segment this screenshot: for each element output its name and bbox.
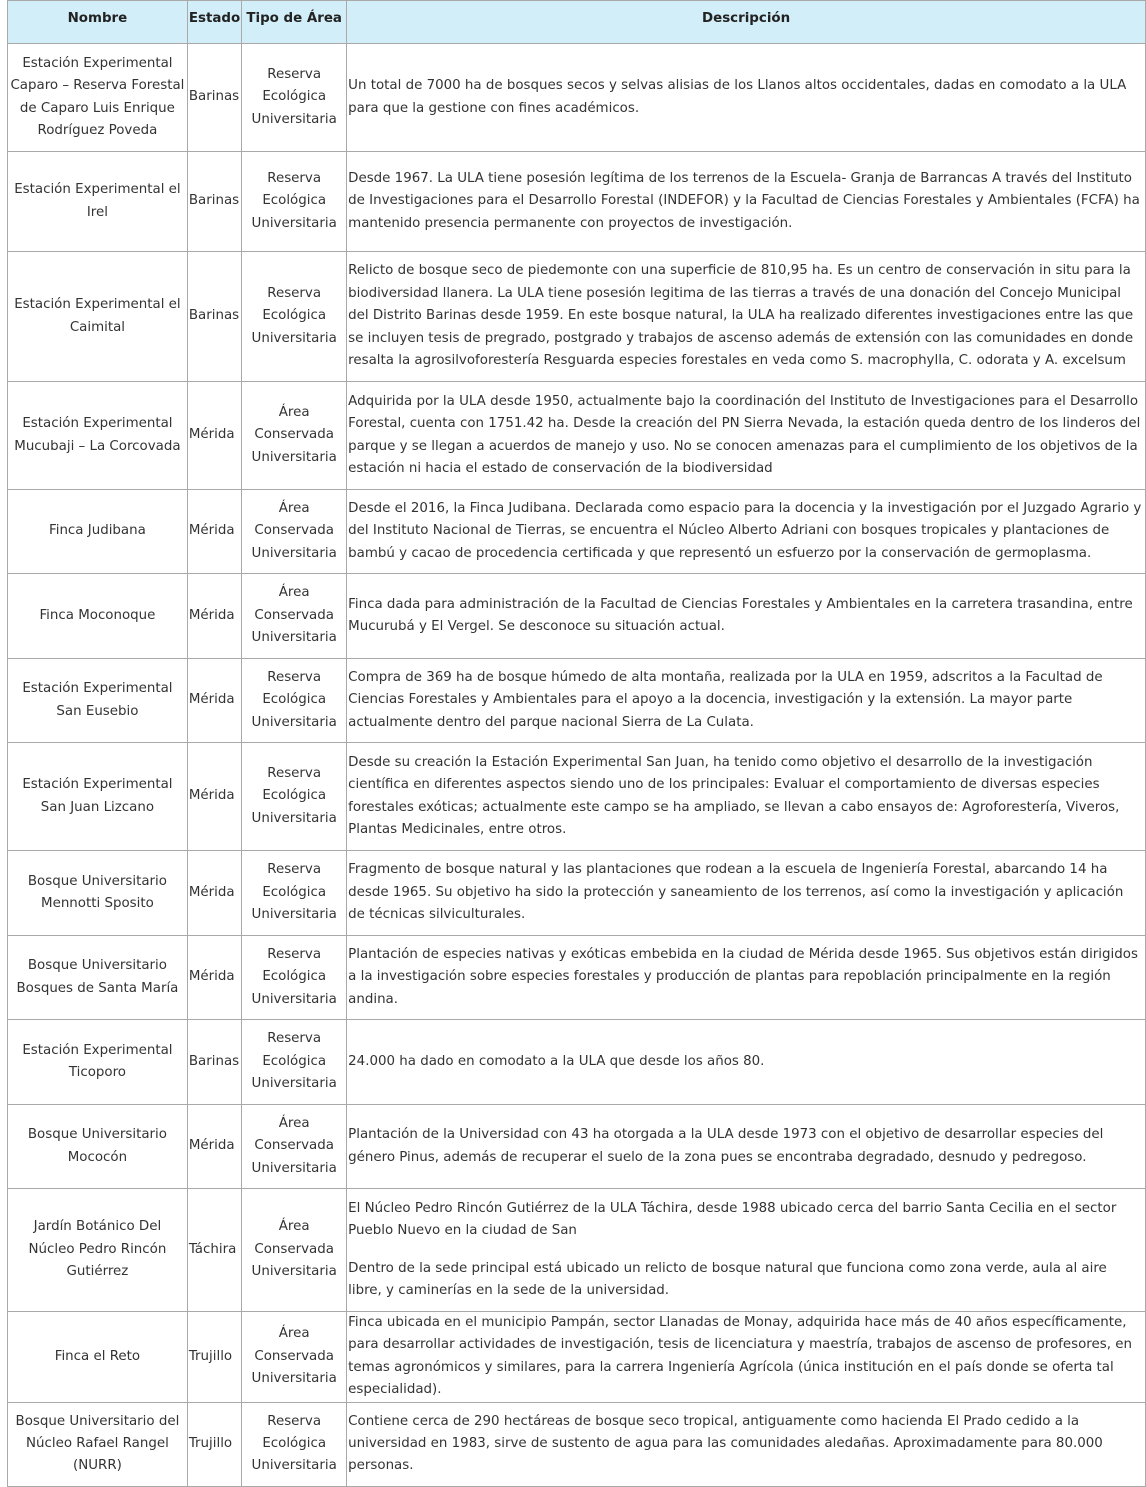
cell-tipo-area: Reserva Ecológica Universitaria [242,152,347,252]
cell-tipo-area: Reserva Ecológica Universitaria [242,851,347,936]
cell-descripcion [347,1189,1146,1312]
table-row [8,1189,1146,1312]
cell-tipo-area: Reserva Ecológica Universitaria [242,252,347,382]
cell-estado: Barinas [187,152,241,252]
cell-descripcion: Plantación de la Universidad con 43 ha otorgada a la ULA desde 1973 con el objetivo de desarrollar especies del género Pinus, además de recuperar el suelo de la zona pues se encontraba degradado, desnudo y pedregoso. [347,1105,1146,1189]
cell-nombre: Estación Experimental San Eusebio [8,659,188,743]
table-header-row [8,1,1146,44]
cell-tipo-area: Área Conservada Universitaria [242,1312,347,1403]
cell-nombre: Bosque Universitario Mennotti Sposito [8,851,188,936]
table-row [8,743,1146,851]
table-row [8,490,1146,574]
cell-estado: Trujillo [187,1402,241,1486]
cell-tipo-area: Área Conservada Universitaria [242,574,347,659]
cell-nombre: Bosque Universitario Mococón [8,1105,188,1189]
cell-nombre: Finca Judibana [8,490,188,574]
cell-estado: Mérida [187,1105,241,1189]
table-row [8,851,1146,936]
cell-descripcion: Plantación de especies nativas y exóticas embebida en la ciudad de Mérida desde 1965. Sus objetivos están dirigidos a la investigación sobre especies forestales y producción de plantas para repoblación principalmente en la región andina. [347,936,1146,1020]
cell-descripcion: Finca ubicada en el municipio Pampán, sector Llanadas de Monay, adquirida hace más de 40 años específicamente, para desarrollar actividades de investigación, tesis de licenciatura y maestría, trabajos de ascenso de profesores, en temas agronómicos y similares, para la carrera Ingeniería Agrícola (única institución en el país donde se oferta tal especialidad). [347,1312,1146,1403]
table-row [8,382,1146,490]
descripcion-paragraph: Dentro de la sede principal está ubicado un relicto de bosque natural que funciona como zona verde, aula al aire libre, y caminerías en la sede de la universidad. [348,1260,1107,1298]
cell-estado: Mérida [187,490,241,574]
cell-tipo-area: Área Conservada Universitaria [242,490,347,574]
header-tipo-area: Tipo de Área [242,1,347,44]
cell-descripcion: Contiene cerca de 290 hectáreas de bosque seco tropical, antiguamente como hacienda El Prado cedido a la universidad en 1983, sirve de sustento de agua para las comunidades aledañas. Aproximadamente para 80.000 personas. [347,1402,1146,1486]
cell-nombre: Estación Experimental el Caimital [8,252,188,382]
cell-tipo-area: Reserva Ecológica Universitaria [242,659,347,743]
cell-nombre: Bosque Universitario Bosques de Santa María [8,936,188,1020]
table-row [8,936,1146,1020]
cell-estado: Barinas [187,44,241,152]
cell-descripcion: Adquirida por la ULA desde 1950, actualmente bajo la coordinación del Instituto de Investigaciones para el Desarrollo Forestal, cuenta con 1751.42 ha. Desde la creación del PN Sierra Nevada, la estación queda dentro de los linderos del parque y se llegan a acuerdos de manejo y uso. No se conocen amenazas para el cumplimiento de los objetivos de la estación ni hacia el estado de conservación de la biodiversidad [347,382,1146,490]
cell-descripcion: Relicto de bosque seco de piedemonte con una superficie de 810,95 ha. Es un centro de conservación in situ para la biodiversidad llanera. La ULA tiene posesión legitima de las tierras a través de una donación del Concejo Municipal del Distrito Barinas desde 1959. En este bosque natural, la ULA ha realizado diferentes investigaciones entre las que se incluyen tesis de pregrado, postgrado y trabajos de ascenso además de extensión con las comunidades en donde resalta la agrosilvoforestería Resguarda especies forestales en veda como S. macrophylla, C. odorata y A. excelsum [347,252,1146,382]
header-descripcion: Descripción [347,1,1146,44]
cell-estado: Táchira [187,1189,241,1312]
cell-nombre: Bosque Universitario del Núcleo Rafael Rangel (NURR) [8,1402,188,1486]
cell-estado: Mérida [187,851,241,936]
cell-descripcion: Finca dada para administración de la Facultad de Ciencias Forestales y Ambientales en la carretera trasandina, entre Mucurubá y El Vergel. Se desconoce su situación actual. [347,574,1146,659]
cell-descripcion: Un total de 7000 ha de bosques secos y selvas alisias de los Llanos altos occidentales, dadas en comodato a la ULA para que la gestione con fines académicos. [347,44,1146,152]
cell-estado: Mérida [187,936,241,1020]
cell-nombre: Estación Experimental Caparo – Reserva Forestal de Caparo Luis Enrique Rodríguez Poveda [8,44,188,152]
cell-descripcion: Desde 1967. La ULA tiene posesión legítima de los terrenos de la Escuela- Granja de Barrancas A través del Instituto de Investigaciones para el Desarrollo Forestal (INDEFOR) y la Facultad de Ciencias Forestales y Ambientales (FCFA) ha mantenido presencia permanente con proyectos de investigación. [347,152,1146,252]
cell-estado: Trujillo [187,1312,241,1403]
areas-table [7,0,1146,1487]
cell-nombre: Finca el Reto [8,1312,188,1403]
table-row [8,659,1146,743]
table-row [8,1312,1146,1403]
cell-tipo-area: Área Conservada Universitaria [242,382,347,490]
cell-tipo-area: Reserva Ecológica Universitaria [242,44,347,152]
cell-nombre: Finca Moconoque [8,574,188,659]
cell-descripcion: Desde el 2016, la Finca Judibana. Declarada como espacio para la docencia y la investigación por el Juzgado Agrario y del Instituto Nacional de Tierras, se encuentra el Núcleo Alberto Adriani con bosques tropicales y plantaciones de bambú y cacao de procedencia certificada y que representó un esfuerzo por la conservación de germoplasma. [347,490,1146,574]
cell-nombre: Estación Experimental San Juan Lizcano [8,743,188,851]
cell-nombre: Estación Experimental el Irel [8,152,188,252]
cell-tipo-area: Reserva Ecológica Universitaria [242,743,347,851]
cell-descripcion: Compra de 369 ha de bosque húmedo de alta montaña, realizada por la ULA en 1959, adscritos a la Facultad de Ciencias Forestales y Ambientales para el apoyo a la docencia, investigación y la extensión. La mayor parte actualmente dentro del parque nacional Sierra de La Culata. [347,659,1146,743]
cell-nombre: Jardín Botánico Del Núcleo Pedro Rincón Gutiérrez [8,1189,188,1312]
header-nombre: Nombre [8,1,188,44]
cell-tipo-area: Reserva Ecológica Universitaria [242,936,347,1020]
table-row [8,1020,1146,1105]
table-row [8,574,1146,659]
cell-estado: Barinas [187,252,241,382]
cell-estado: Mérida [187,382,241,490]
cell-descripcion: Fragmento de bosque natural y las plantaciones que rodean a la escuela de Ingeniería Forestal, abarcando 14 ha desde 1965. Su objetivo ha sido la protección y saneamiento de los terrenos, así como la investigación y aplicación de técnicas silviculturales. [347,851,1146,936]
descripcion-paragraph: El Núcleo Pedro Rincón Gutiérrez de la ULA Táchira, desde 1988 ubicado cerca del barrio Santa Cecilia en el sector Pueblo Nuevo en la ciudad de San [348,1200,1117,1239]
table-row [8,252,1146,382]
cell-estado: Mérida [187,743,241,851]
cell-tipo-area: Área Conservada Universitaria [242,1105,347,1189]
table-row [8,152,1146,252]
cell-estado: Mérida [187,574,241,659]
cell-nombre: Estación Experimental Mucubaji – La Corcovada [8,382,188,490]
header-estado: Estado [187,1,241,44]
table-row [8,44,1146,152]
table-row [8,1105,1146,1189]
cell-descripcion: 24.000 ha dado en comodato a la ULA que desde los años 80. [347,1020,1146,1105]
cell-nombre: Estación Experimental Ticoporo [8,1020,188,1105]
cell-tipo-area: Reserva Ecológica Universitaria [242,1020,347,1105]
table-row [8,1402,1146,1486]
cell-tipo-area: Reserva Ecológica Universitaria [242,1402,347,1486]
cell-estado: Barinas [187,1020,241,1105]
cell-estado: Mérida [187,659,241,743]
cell-tipo-area: Área Conservada Universitaria [242,1189,347,1312]
cell-descripcion: Desde su creación la Estación Experimental San Juan, ha tenido como objetivo el desarrollo de la investigación científica en diferentes aspectos siendo uno de los principales: Evaluar el comportamiento de diversas especies forestales exóticas; actualmente este campo se ha ampliado, se llevan a cabo ensayos de: Agroforestería, Viveros, Plantas Medicinales, entre otros. [347,743,1146,851]
